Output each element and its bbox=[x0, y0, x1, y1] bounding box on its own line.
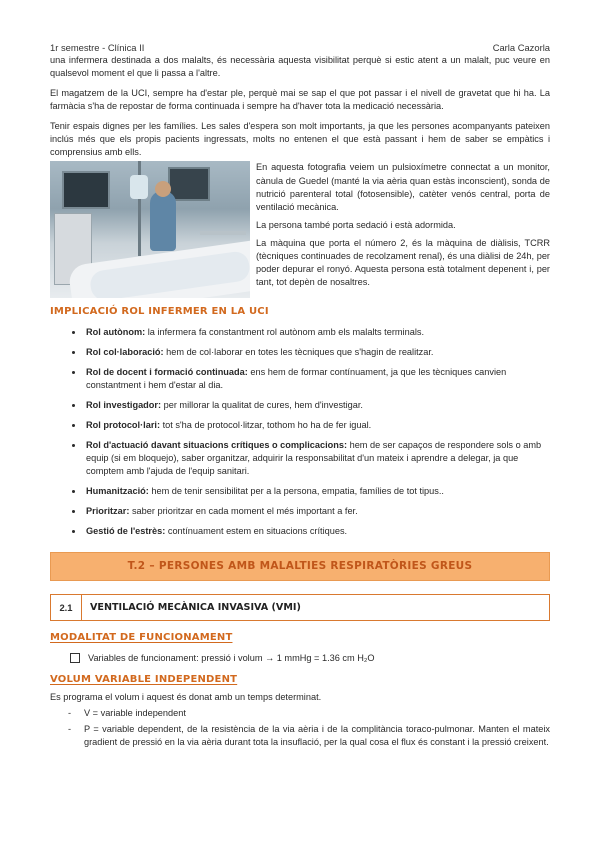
role-item bbox=[84, 326, 550, 339]
role-description: hem de col·laborar en totes les tècniques que s'hagin de realitzar. bbox=[163, 346, 434, 357]
subsection-heading bbox=[50, 594, 550, 621]
paragraph: El magatzem de la UCI, sempre ha d'estar ple, perquè mai se sap el que pot passar i el nivell de gravetat que hi ha. La farmàcia s'ha de repostar de forma continuada i sempre ha d'haver tota la medicació necessària. bbox=[50, 88, 550, 112]
section-title-volum: VOLUM VARIABLE INDEPENDENT bbox=[50, 673, 238, 685]
role-name: Prioritzar: bbox=[86, 506, 130, 517]
section-title-modalitat: MODALITAT DE FUNCIONAMENT bbox=[50, 632, 233, 644]
role-item bbox=[84, 485, 550, 498]
checkbox-text: Variables de funcionament: pressió i volum → 1 mmHg = 1.36 cm H₂O bbox=[88, 652, 375, 663]
role-name: Rol col·laboració: bbox=[86, 346, 164, 357]
paragraph: Es programa el volum i aquest és donat amb un temps determinat. bbox=[50, 691, 322, 702]
role-description: contínuament estem en situacions crítiques. bbox=[165, 526, 348, 537]
header-author: Carla Cazorla bbox=[492, 42, 550, 53]
topic-banner: T.2 – PERSONES AMB MALALTIES RESPIRATÒRIES GREUS bbox=[50, 552, 550, 581]
subsection-title: VENTILACIÓ MECÀNICA INVASIVA (VMI) bbox=[90, 602, 301, 614]
role-item bbox=[84, 505, 550, 518]
role-item bbox=[84, 419, 550, 432]
photo-block bbox=[50, 161, 550, 298]
roles-list bbox=[50, 326, 550, 539]
list-item: - P = variable dependent, de la resistència de la via aèria i de la complitància toraco-pulmonar. Manten el mateix gradient de pressió en la via aèria durant tota la insuflació, per la qual cosa el flux és constant i la pressió creixent. bbox=[68, 723, 550, 749]
role-item bbox=[84, 366, 550, 392]
role-name: Rol de docent i formació continuada: bbox=[86, 366, 248, 377]
paragraph: Tenir espais dignes per les famílies. Les sales d'espera son molt importants, ja que les persones acompanyants pateixen inclús més que els propis pacients ingressats, molts no entenen el que està passant i hem de saber se empàtics i comprensius amb ells. bbox=[50, 121, 550, 158]
role-item bbox=[84, 399, 550, 412]
role-name: Rol investigador: bbox=[86, 399, 162, 410]
paragraph: En aquesta fotografia veiem un pulsioxímetre connectat a un monitor, cànula de Guedel (manté la via aèria quan estàs inconscient), sonda de nutrició parenteral total (fotosensible), catèter venós central, porta de ventilació mecànica. bbox=[256, 162, 550, 212]
role-description: ens hem de formar contínuament, ja que les tècniques canvien constantment i hem d'estar al dia. bbox=[86, 366, 507, 390]
role-item bbox=[84, 346, 550, 359]
role-name: Rol protocol·lari: bbox=[86, 419, 161, 430]
role-name: Rol autònom: bbox=[86, 326, 146, 337]
section-title-roles: IMPLICACIÓ ROL INFERMER EN LA UCI bbox=[50, 306, 269, 318]
role-name: Humanització: bbox=[86, 486, 149, 497]
page-header bbox=[50, 41, 550, 54]
paragraph: una infermera destinada a dos malalts, és necessària aquesta visibilitat perquè si estic atent a un malalt, puc veure en qualsevol moment el que li passa a l'altre. bbox=[50, 55, 550, 79]
paragraph: La persona també porta sedació i està adormida. bbox=[256, 219, 456, 230]
role-description: hem de ser capaços de respondere sols o amb equip (si em bloquejo), saber organitzar, adquirir la responsabilitat d'un mateix i aprendre a delegar, ja que comptem amb l'ajuda de l'equip sanitari. bbox=[86, 440, 542, 477]
icu-photo bbox=[50, 161, 250, 298]
role-name: Gestió de l'estrès: bbox=[86, 526, 166, 537]
role-description: la infermera fa constantment rol autònom amb els malalts terminals. bbox=[145, 326, 425, 337]
role-description: hem de tenir sensibilitat per a la persona, empatia, famílies de tot tipus.. bbox=[148, 486, 444, 497]
page-content bbox=[50, 54, 550, 752]
photo-description bbox=[256, 161, 550, 298]
volum-list bbox=[50, 707, 550, 749]
list-item: - V = variable independent bbox=[68, 707, 550, 720]
subsection-number: 2.1 bbox=[51, 595, 82, 620]
role-item bbox=[84, 439, 550, 478]
paragraph: La màquina que porta el número 2, és la màquina de diàlisis, TCRR (tècniques continuades de recolzament renal), és una diàlisi de 24h, per poder depurar el ronyó. Aquesta persona està totalment depenent i, per tant, tot depèn de nosaltres. bbox=[256, 237, 550, 287]
checkbox-icon bbox=[70, 653, 80, 663]
role-name: Rol d'actuació davant situacions crítiques o complicacions: bbox=[86, 440, 348, 450]
role-description: saber prioritzar en cada moment el més important a fer. bbox=[129, 506, 358, 517]
header-course: 1r semestre - Clínica II bbox=[50, 42, 145, 53]
role-description: per millorar la qualitat de cures, hem d'investigar. bbox=[161, 399, 363, 410]
role-description: tot s'ha de protocol·litzar, tothom ho ha de fer igual. bbox=[160, 419, 372, 430]
checkbox-item bbox=[50, 652, 550, 665]
role-item bbox=[84, 525, 550, 538]
